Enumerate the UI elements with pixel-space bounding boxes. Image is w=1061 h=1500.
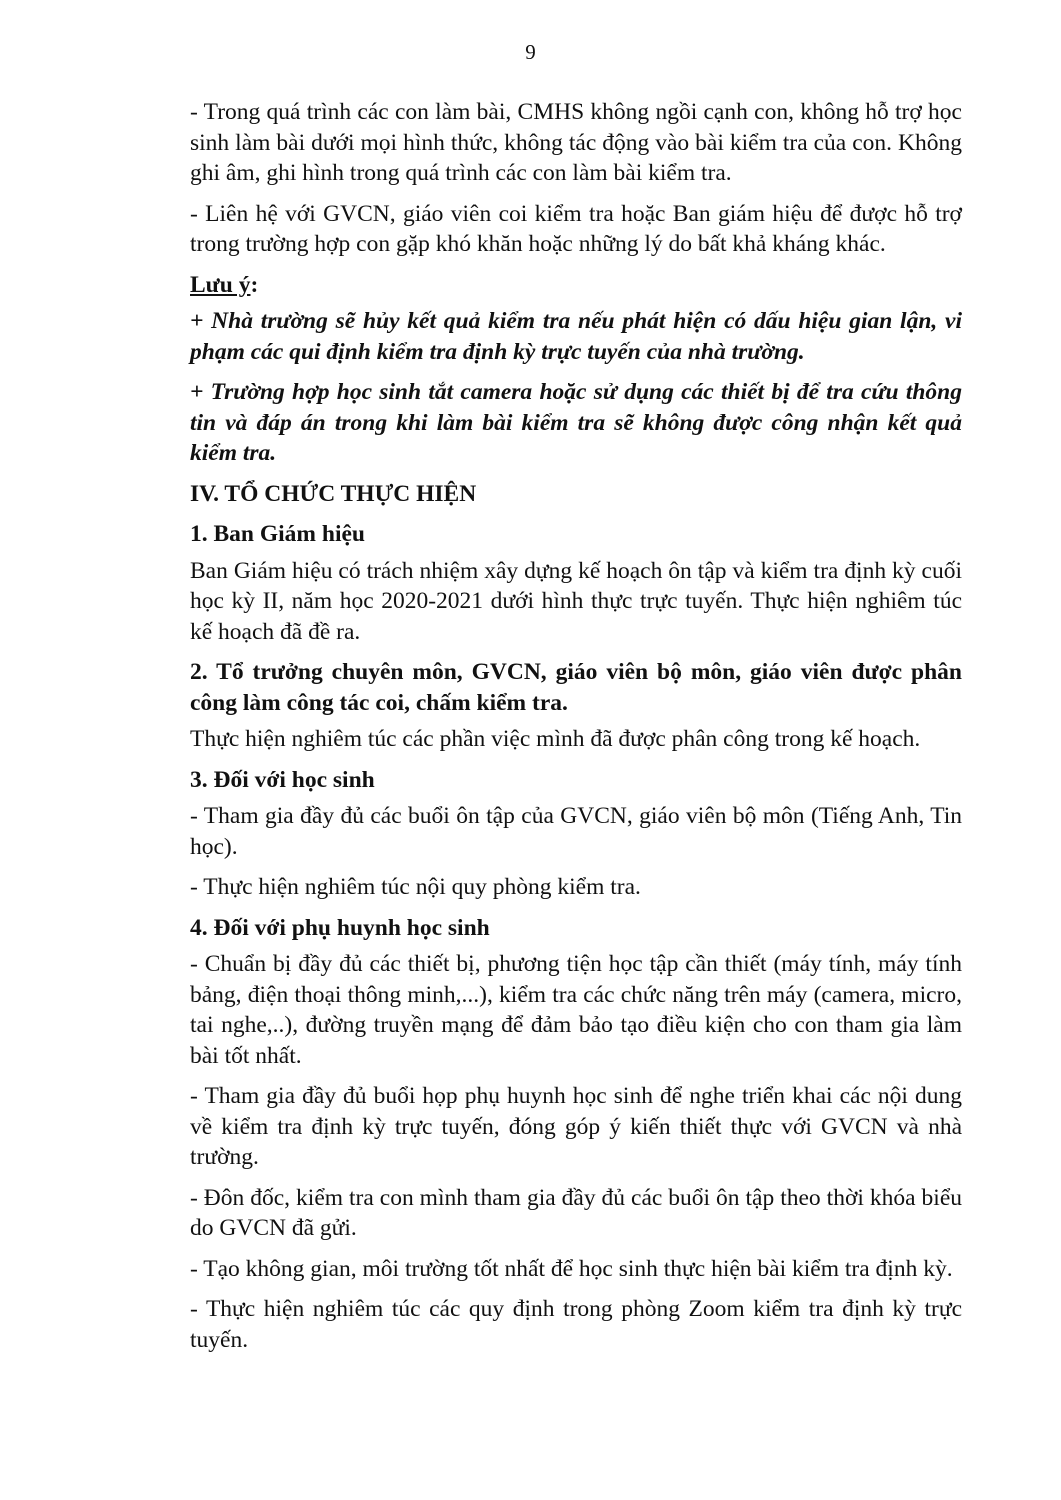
- list-item: - Thực hiện nghiêm túc các quy định trong phòng Zoom kiểm tra định kỳ trực tuyến.: [190, 1296, 962, 1353]
- list-item: - Tham gia đầy đủ các buổi ôn tập của GVCN, giáo viên bộ môn (Tiếng Anh, Tin học).: [190, 803, 962, 860]
- note-item-cheating: + Nhà trường sẽ hủy kết quả kiểm tra nếu phát hiện có dấu hiệu gian lận, vi phạm các qui định kiểm tra định kỳ trực tuyến của nhà trường.: [190, 308, 962, 365]
- section-heading-organization: IV. TỔ CHỨC THỰC HIỆN: [190, 480, 477, 507]
- subsection-title-parents: 4. Đối với phụ huynh học sinh: [190, 914, 490, 941]
- subsection-title-students: 3. Đối với học sinh: [190, 766, 375, 793]
- subsection-body-staff: Thực hiện nghiêm túc các phần việc mình đã được phân công trong kế hoạch.: [190, 726, 921, 752]
- note-colon: :: [250, 271, 259, 298]
- document-body: [190, 97, 962, 1365]
- list-item: - Tham gia đầy đủ buổi họp phụ huynh học sinh để nghe triển khai các nội dung về kiểm tra định kỳ trực tuyến, đóng góp ý kiến thiết thực với GVCN và nhà trường.: [190, 1083, 962, 1170]
- list-item: - Chuẩn bị đầy đủ các thiết bị, phương tiện học tập cần thiết (máy tính, máy tính bảng, điện thoại thông minh,...), kiểm tra các chức năng trên máy (camera, micro, tai nghe,..), đường truyền mạng để đảm bảo tạo điều kiện cho con tham gia làm bài tốt nhất.: [190, 951, 962, 1069]
- list-item: - Tạo không gian, môi trường tốt nhất để học sinh thực hiện bài kiểm tra định kỳ.: [190, 1255, 953, 1282]
- subsection-body-board: Ban Giám hiệu có trách nhiệm xây dựng kế hoạch ôn tập và kiểm tra định kỳ cuối học kỳ II, năm học 2020-2021 dưới hình thực trực tuyến. Thực hiện nghiêm túc kế hoạch đã đề ra.: [190, 557, 962, 645]
- paragraph-parents-contact: - Liên hệ với GVCN, giáo viên coi kiểm tra hoặc Ban giám hiệu để được hỗ trợ trong trường hợp con gặp khó khăn hoặc những lý do bất khả kháng khác.: [190, 200, 962, 257]
- list-item: - Thực hiện nghiêm túc nội quy phòng kiểm tra.: [190, 874, 641, 900]
- note-item-camera: + Trường hợp học sinh tắt camera hoặc sử dụng các thiết bị để tra cứu thông tin và đáp án trong khi làm bài kiểm tra sẽ không được công nhận kết quả kiểm tra.: [190, 379, 962, 466]
- page-number: 9: [525, 40, 536, 64]
- list-item: - Đôn đốc, kiểm tra con mình tham gia đầy đủ các buổi ôn tập theo thời khóa biểu do GVCN đã gửi.: [190, 1184, 962, 1241]
- subsection-title-board: 1. Ban Giám hiệu: [190, 521, 365, 547]
- note-heading: [190, 270, 962, 301]
- note-label: Lưu ý: [190, 271, 251, 298]
- subsection-title-staff: 2. Tổ trưởng chuyên môn, GVCN, giáo viên bộ môn, giáo viên được phân công làm công tác coi, chấm kiểm tra.: [190, 659, 962, 716]
- paragraph-parents-no-assist: - Trong quá trình các con làm bài, CMHS không ngồi cạnh con, không hỗ trợ học sinh làm bài dưới mọi hình thức, không tác động vào bài kiểm tra của con. Không ghi âm, ghi hình trong quá trình các con làm bài kiểm tra.: [190, 99, 962, 186]
